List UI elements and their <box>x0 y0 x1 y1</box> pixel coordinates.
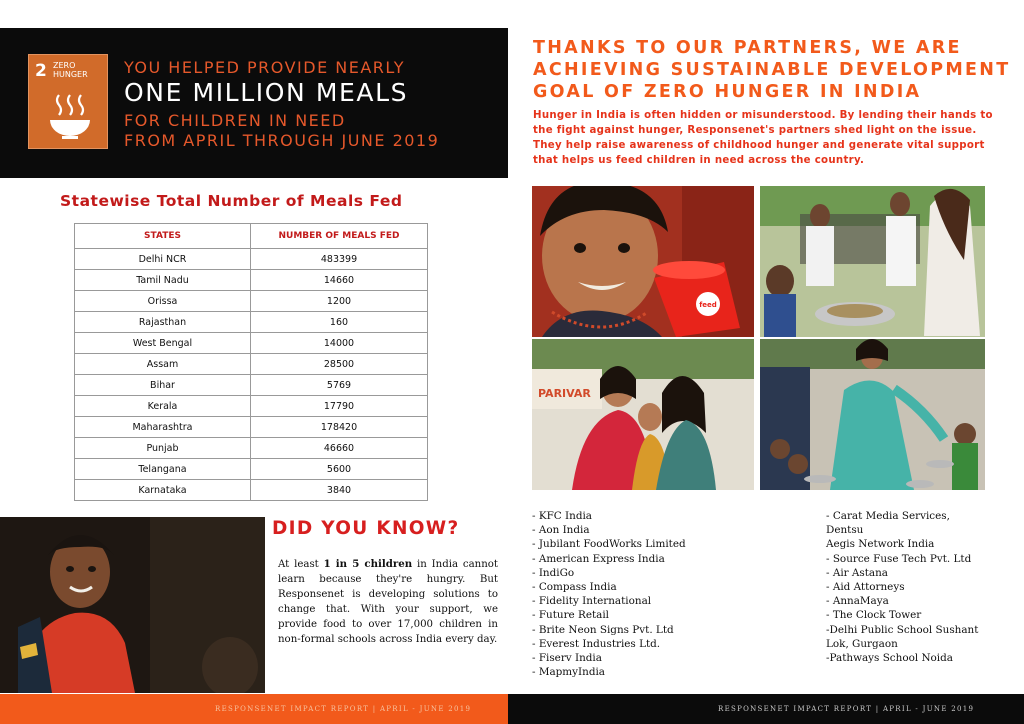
table-row <box>75 249 428 270</box>
dyk-text-rest: in India cannot learn because they're hungry. But Responsenet is developing solutions to change that. With your support, we provide food to over 17,000 children in non-formal schools across India every day. <box>278 559 498 645</box>
partner-list-item: -Pathways School Noida <box>826 652 953 665</box>
footer-left-text: RESPONSENET IMPACT REPORT | APRIL - JUNE 2019 <box>215 705 472 713</box>
partner-list-item: - AnnaMaya <box>826 595 889 608</box>
partner-list-item: -Delhi Public School Sushant Lok, Gurgaon <box>826 623 979 650</box>
header-line-1: YOU HELPED PROVIDE NEARLY <box>124 58 405 77</box>
footer-right <box>508 694 1024 724</box>
meals-cell: 1200 <box>251 291 428 312</box>
footer-left <box>0 694 508 724</box>
table-row <box>75 375 428 396</box>
state-cell: Punjab <box>75 438 251 459</box>
column-header-states: STATES <box>75 224 251 249</box>
state-cell: West Bengal <box>75 333 251 354</box>
sdg-number: 2 <box>35 61 47 81</box>
partner-list-item: - Everest Industries Ltd. <box>532 637 661 650</box>
banner-text: PARIVAR <box>538 387 591 400</box>
header-line-4: FROM APRIL THROUGH JUNE 2019 <box>124 131 440 150</box>
bowl-icon <box>49 91 91 143</box>
partner-list-item: - MapmyIndia <box>532 666 605 679</box>
state-cell: Telangana <box>75 459 251 480</box>
photo-child-with-cup <box>532 186 754 337</box>
statewise-meals-table <box>74 223 428 501</box>
partner-list-item: - Brite Neon Signs Pvt. Ltd <box>532 623 674 636</box>
partner-list-item: - Compass India <box>532 581 617 594</box>
column-header-meals: NUMBER OF MEALS FED <box>251 224 428 249</box>
meals-cell: 160 <box>251 312 428 333</box>
partner-list-item: - Fiserv India <box>532 652 602 665</box>
table-body <box>75 249 428 501</box>
partner-list-column-1 <box>532 509 772 679</box>
partner-list-column-2 <box>826 509 1001 665</box>
dyk-highlight: 1 in 5 children <box>323 558 413 570</box>
photo-volunteer-serving-children <box>760 339 985 490</box>
meals-cell: 28500 <box>251 354 428 375</box>
meals-cell: 5769 <box>251 375 428 396</box>
header-line-3: FOR CHILDREN IN NEED <box>124 111 346 130</box>
meals-cell: 46660 <box>251 438 428 459</box>
state-cell: Karnataka <box>75 480 251 501</box>
state-cell: Orissa <box>75 291 251 312</box>
photo-volunteers-serving-food <box>760 186 985 337</box>
meals-cell: 5600 <box>251 459 428 480</box>
state-cell: Kerala <box>75 396 251 417</box>
meals-cell: 17790 <box>251 396 428 417</box>
meals-cell: 14660 <box>251 270 428 291</box>
partner-list-item: - Air Astana <box>826 566 889 579</box>
state-cell: Rajasthan <box>75 312 251 333</box>
partner-list-item: - Source Fuse Tech Pvt. Ltd <box>826 552 972 565</box>
partner-list-item: - Carat Media Services, <box>826 510 950 522</box>
table-header-row <box>75 224 428 249</box>
state-cell: Tamil Nadu <box>75 270 251 291</box>
partners-intro-text: Hunger in India is often hidden or misunderstood. By lending their hands to the fight against hunger, Responsenet's partners shed light on the issue. They help raise awareness of childhood hunger and generate vital support that helps us feed children in need across the country. <box>533 110 993 166</box>
partners-title-line-2: ACHIEVING SUSTAINABLE DEVELOPMENT <box>533 60 1011 80</box>
table-row <box>75 312 428 333</box>
did-you-know-text <box>278 557 498 647</box>
partner-list-item: - Aon India <box>532 524 590 537</box>
statewise-title: Statewise Total Number of Meals Fed <box>60 192 403 210</box>
child-smiling-photo <box>0 517 265 693</box>
meals-cell: 3840 <box>251 480 428 501</box>
state-cell: Maharashtra <box>75 417 251 438</box>
table-row <box>75 291 428 312</box>
meals-cell: 178420 <box>251 417 428 438</box>
partners-title-line-1: THANKS TO OUR PARTNERS, WE ARE <box>533 38 962 58</box>
cup-logo-text: feed <box>699 301 717 309</box>
dyk-text-start: At least <box>278 559 324 570</box>
state-cell: Assam <box>75 354 251 375</box>
table-row <box>75 459 428 480</box>
table-row <box>75 270 428 291</box>
state-cell: Bihar <box>75 375 251 396</box>
partner-list-item: - American Express India <box>532 552 665 565</box>
header-headline: ONE MILLION MEALS <box>124 78 409 107</box>
partner-list-item: - Jubilant FoodWorks Limited <box>532 538 686 551</box>
partner-list-item: - Fidelity International <box>532 595 652 608</box>
did-you-know-title: DID YOU KNOW? <box>272 518 460 539</box>
sdg-label: ZERO HUNGER <box>53 61 88 79</box>
partner-list-item: - KFC India <box>532 510 593 522</box>
partner-list-item: - IndiGo <box>532 566 575 579</box>
partner-list-item: Aegis Network India <box>826 538 935 551</box>
partner-list-item: - Future Retail <box>532 609 609 622</box>
sdg-2-zero-hunger-badge <box>28 54 108 149</box>
partner-list-item: - Aid Attorneys <box>826 581 905 594</box>
table-row <box>75 417 428 438</box>
state-cell: Delhi NCR <box>75 249 251 270</box>
meals-cell: 14000 <box>251 333 428 354</box>
table-row <box>75 480 428 501</box>
footer-right-text: RESPONSENET IMPACT REPORT | APRIL - JUNE 2019 <box>718 705 975 713</box>
table-row <box>75 354 428 375</box>
table-row <box>75 396 428 417</box>
table-row <box>75 438 428 459</box>
partners-title-line-3: GOAL OF ZERO HUNGER IN INDIA <box>533 82 922 102</box>
partner-list-item: - The Clock Tower <box>826 609 922 622</box>
partner-list-item: Dentsu <box>826 524 864 537</box>
table-row <box>75 333 428 354</box>
meals-cell: 483399 <box>251 249 428 270</box>
photo-volunteers-with-child <box>532 339 754 490</box>
